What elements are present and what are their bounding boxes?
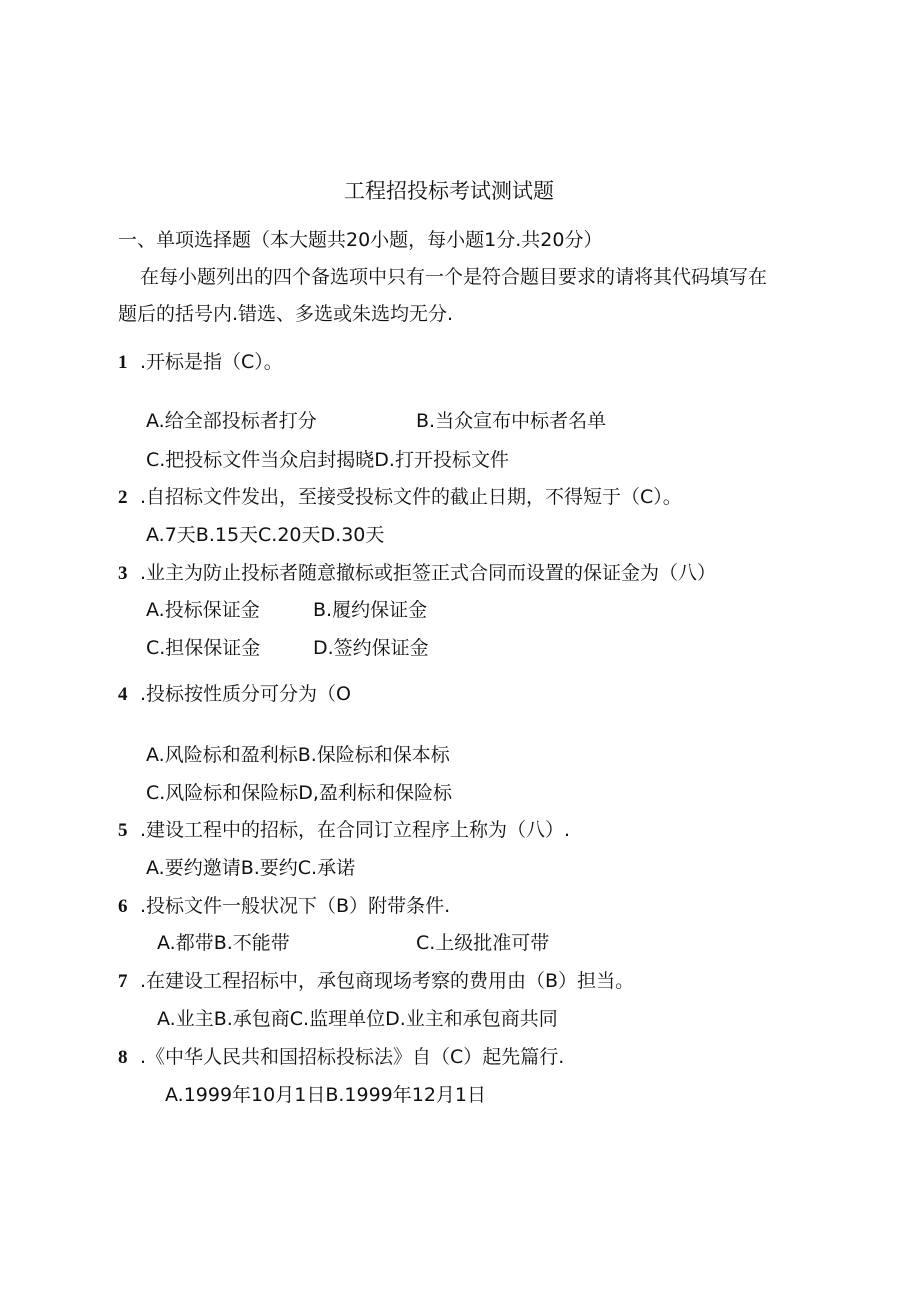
question-1 <box>118 349 283 376</box>
question-stem: .《中华人民共和国招标投标法》自（C）起先篇行. <box>140 1046 565 1068</box>
option: A.投标保证金 <box>146 599 260 621</box>
option: C.担保保证金 <box>146 637 261 659</box>
question-stem: .业主为防止投标者随意撤标或拒签正式合同而设置的保证金为（八） <box>140 562 717 584</box>
question-number: 3 <box>118 563 128 584</box>
question-number: 5 <box>118 820 128 841</box>
question-4 <box>118 681 351 708</box>
question-number: 1 <box>118 352 128 373</box>
page-title: 工程招投标考试测试题 <box>344 179 554 203</box>
question-number: 2 <box>118 487 128 508</box>
question-stem: .在建设工程招标中，承包商现场考察的费用由（B）担当。 <box>140 970 635 992</box>
question-5 <box>118 817 570 844</box>
question-number: 4 <box>118 684 128 705</box>
question-2 <box>118 484 682 511</box>
option: A.要约邀请B.要约C.承诺 <box>146 857 356 879</box>
option: A.风险标和盈利标B.保险标和保本标 <box>146 744 450 766</box>
option: D.签约保证金 <box>313 637 429 659</box>
instructions-line-2: 题后的括号内.错选、多选或朱选均无分. <box>118 303 454 325</box>
question-stem: .自招标文件发出，至接受投标文件的截止日期，不得短于（C）。 <box>140 486 682 508</box>
question-8 <box>118 1044 564 1071</box>
question-number: 6 <box>118 896 128 917</box>
option: A.7天B.15天C.20天D.30天 <box>146 524 385 546</box>
section-heading: 一、单项选择题（本大题共20小题，每小题1分.共20分） <box>118 229 603 251</box>
question-7 <box>118 968 634 995</box>
option: C.上级批准可带 <box>416 932 550 954</box>
question-stem: .建设工程中的招标，在合同订立程序上称为（八）. <box>140 819 571 841</box>
question-number: 8 <box>118 1047 128 1068</box>
option: B.履约保证金 <box>313 599 428 621</box>
question-3 <box>118 560 716 587</box>
option: A.都带B.不能带 <box>157 932 290 954</box>
option: A.给全部投标者打分 <box>146 410 317 432</box>
question-stem: .开标是指（C）。 <box>140 351 283 373</box>
option: C.风险标和保险标D,盈利标和保险标 <box>146 782 452 804</box>
option: B.当众宣布中标者名单 <box>416 410 607 432</box>
instructions-line-1: 在每小题列出的四个备选项中只有一个是符合题目要求的请将其代码填写在 <box>140 266 768 288</box>
option: A.业主B.承包商C.监理单位D.业主和承包商共同 <box>157 1008 558 1030</box>
question-6 <box>118 893 450 920</box>
option: A.1999年10月1日B.1999年12月1日 <box>165 1084 487 1106</box>
question-stem: .投标按性质分可分为（O <box>140 683 351 705</box>
question-stem: .投标文件一般状况下（B）附带条件. <box>140 895 451 917</box>
option: C.把投标文件当众启封揭晓D.打开投标文件 <box>146 449 509 471</box>
question-number: 7 <box>118 971 128 992</box>
